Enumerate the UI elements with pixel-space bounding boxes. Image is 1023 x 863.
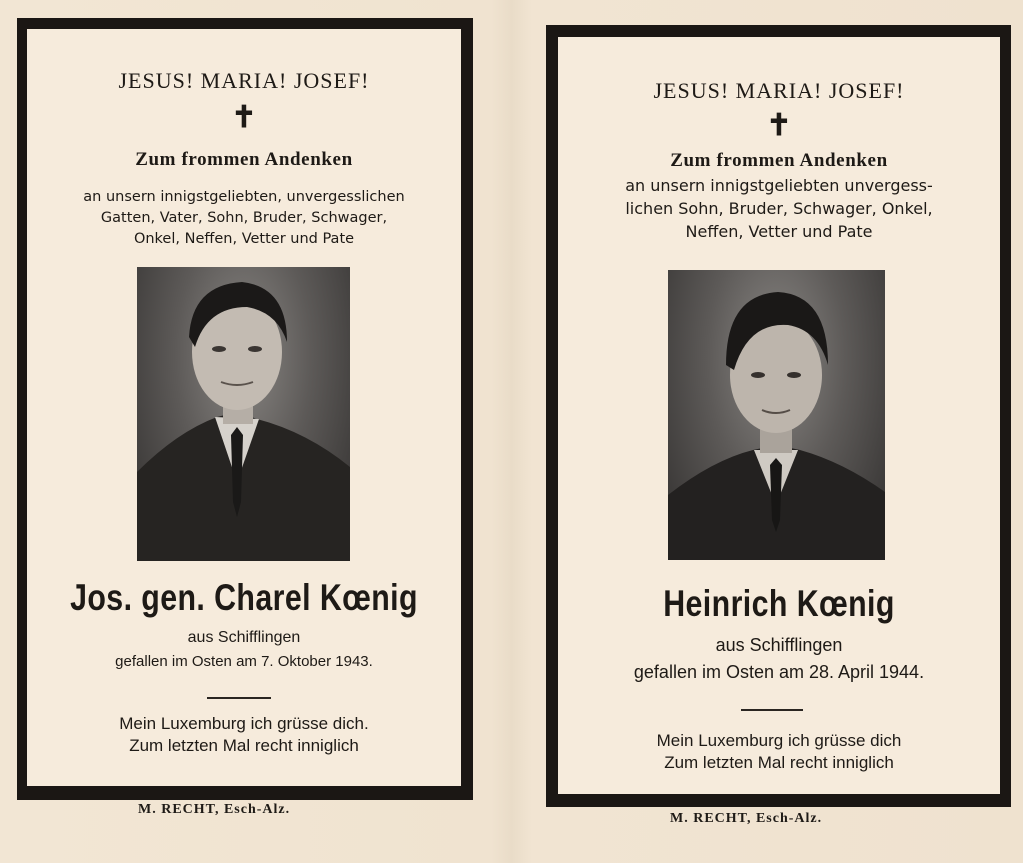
intro-line: an unsern innigstgeliebten, unvergesslichen (83, 189, 405, 205)
portrait-figure (137, 267, 350, 561)
intro-text (558, 174, 1000, 243)
portrait-photo (668, 270, 885, 560)
divider-rule (741, 709, 803, 711)
intro-line: Onkel, Neffen, Vetter und Pate (133, 231, 355, 247)
intro-line: lichen Sohn, Bruder, Schwager, Onkel, (625, 199, 933, 218)
cross-icon: ✝ (766, 108, 792, 143)
deceased-name: Jos. gen. Charel Kœnig (70, 577, 418, 618)
cross-icon: ✝ (231, 100, 257, 135)
portrait-figure (668, 270, 885, 560)
memory-heading: Zum frommen Andenken (670, 150, 888, 171)
intro-line: Neffen, Vetter und Pate (685, 222, 873, 241)
memorial-card-right (546, 25, 1011, 807)
motto-line: Zum letzten Mal recht inniglich (664, 753, 894, 772)
motto-text (27, 713, 461, 757)
deceased-name: Heinrich Kœnig (663, 583, 895, 624)
death-text: gefallen im Osten am 7. Oktober 1943. (115, 653, 373, 670)
origin-text: aus Schifflingen (187, 629, 301, 646)
origin-text: aus Schifflingen (715, 635, 843, 655)
motto-line: Mein Luxemburg ich grüsse dich. (119, 714, 369, 733)
invocation-heading: JESUS! MARIA! JOSEF! (653, 78, 905, 103)
intro-text (27, 187, 461, 250)
intro-line: an unsern innigstgeliebten unvergess- (625, 176, 933, 195)
printer-imprint-right: M. RECHT, Esch-Alz. (670, 811, 823, 826)
divider-rule (207, 697, 271, 699)
intro-line: Gatten, Vater, Sohn, Bruder, Schwager, (100, 210, 388, 226)
motto-text (558, 730, 1000, 774)
portrait-photo (137, 267, 350, 561)
memory-heading: Zum frommen Andenken (135, 149, 353, 170)
invocation-heading: JESUS! MARIA! JOSEF! (118, 68, 370, 93)
motto-line: Mein Luxemburg ich grüsse dich (656, 731, 902, 750)
death-text: gefallen im Osten am 28. April 1944. (633, 662, 925, 682)
printer-imprint-left: M. RECHT, Esch-Alz. (138, 802, 291, 817)
memorial-card-left (17, 18, 473, 800)
motto-line: Zum letzten Mal recht inniglich (129, 736, 359, 755)
